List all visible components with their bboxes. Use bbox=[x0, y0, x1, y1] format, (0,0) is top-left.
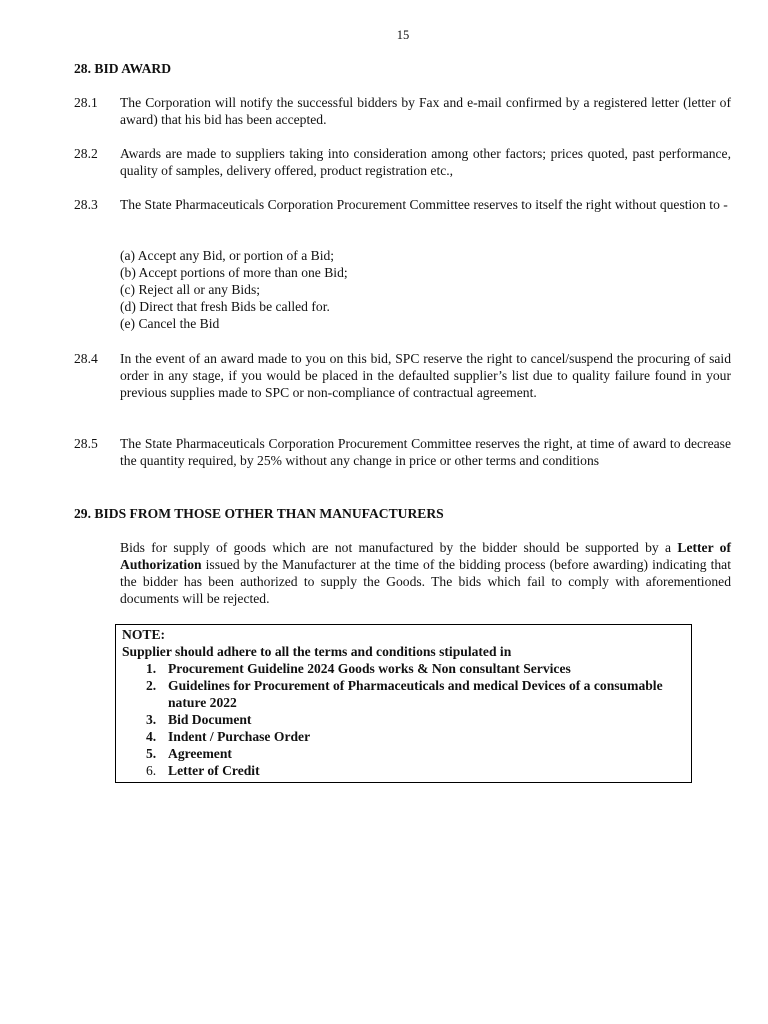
paragraph-text: Bids for supply of goods which are not manufactured by the bidder should be supported by a bbox=[120, 540, 678, 555]
paragraph-text: issued by the Manufacturer at the time of the bidding process (before awarding) indicating that the bidder has been authorized to supply the Goods. The bids which fail to comply with aforementioned documents will be rejected. bbox=[120, 557, 731, 606]
clause-number: 28.3 bbox=[74, 197, 98, 212]
note-item bbox=[122, 660, 685, 677]
clause-text: The State Pharmaceuticals Corporation Procurement Committee reserves to itself the right without question to - bbox=[120, 197, 728, 212]
item-number: 3. bbox=[146, 712, 157, 727]
section-29-heading: 29. BIDS FROM THOSE OTHER THAN MANUFACTURERS bbox=[74, 506, 444, 521]
section-28-heading: 28. BID AWARD bbox=[74, 61, 172, 76]
note-intro: Supplier should adhere to all the terms and conditions stipulated in bbox=[122, 644, 512, 659]
item-text: Agreement bbox=[168, 746, 232, 761]
note-title: NOTE: bbox=[122, 627, 166, 642]
rights-item: (a) Accept any Bid, or portion of a Bid; bbox=[120, 248, 335, 263]
item-text: Procurement Guideline 2024 Goods works & Non consultant Services bbox=[168, 661, 571, 676]
clause-28-3 bbox=[74, 196, 731, 213]
rights-item: (c) Reject all or any Bids; bbox=[120, 282, 261, 297]
note-item bbox=[122, 711, 685, 728]
section-29-paragraph bbox=[120, 539, 731, 607]
note-list bbox=[122, 660, 685, 779]
clause-text: In the event of an award made to you on this bid, SPC reserve the right to cancel/suspend the procuring of said order in any stage, if you would be placed in the defaulted supplier’s list due to quality failure found in your previous supplies made to SPC or non-compliance of contractual agreement. bbox=[120, 351, 731, 400]
item-text: Bid Document bbox=[168, 712, 252, 727]
note-box bbox=[115, 624, 692, 783]
rights-item: (e) Cancel the Bid bbox=[120, 316, 220, 331]
clause-number: 28.5 bbox=[74, 436, 98, 451]
clause-28-1 bbox=[74, 94, 731, 128]
rights-item: (d) Direct that fresh Bids be called for. bbox=[120, 299, 330, 314]
note-item bbox=[122, 677, 685, 711]
clause-28-4 bbox=[74, 350, 731, 401]
clause-text: The Corporation will notify the successful bidders by Fax and e-mail confirmed by a registered letter (letter of award) that his bid has been accepted. bbox=[120, 95, 731, 127]
clause-number: 28.4 bbox=[74, 351, 98, 366]
clause-text: Awards are made to suppliers taking into consideration among other factors; prices quoted, past performance, quality of samples, delivery offered, product registration etc., bbox=[120, 146, 731, 178]
item-text: Indent / Purchase Order bbox=[168, 729, 311, 744]
page-number: 15 bbox=[396, 28, 410, 42]
letter-of-authorization-term: Letter of Authorization bbox=[120, 540, 731, 572]
clause-number: 28.1 bbox=[74, 95, 98, 110]
clause-text: The State Pharmaceuticals Corporation Procurement Committee reserves the right, at time of award to decrease the quantity required, by 25% without any change in price or other terms and conditions bbox=[120, 436, 731, 468]
item-number: 4. bbox=[146, 729, 157, 744]
rights-item: (b) Accept portions of more than one Bid; bbox=[120, 265, 348, 280]
note-item bbox=[122, 745, 685, 762]
item-text: Letter of Credit bbox=[168, 763, 260, 778]
clause-28-2 bbox=[74, 145, 731, 179]
item-number: 2. bbox=[146, 678, 157, 693]
item-number: 1. bbox=[146, 661, 157, 676]
note-item bbox=[122, 762, 685, 779]
note-item bbox=[122, 728, 685, 745]
clause-28-5 bbox=[74, 435, 731, 469]
clause-number: 28.2 bbox=[74, 146, 98, 161]
item-number: 5. bbox=[146, 746, 157, 761]
item-number: 6. bbox=[146, 763, 157, 778]
rights-list bbox=[120, 247, 731, 332]
item-text: Guidelines for Procurement of Pharmaceuticals and medical Devices of a consumable nature 2022 bbox=[168, 678, 663, 710]
